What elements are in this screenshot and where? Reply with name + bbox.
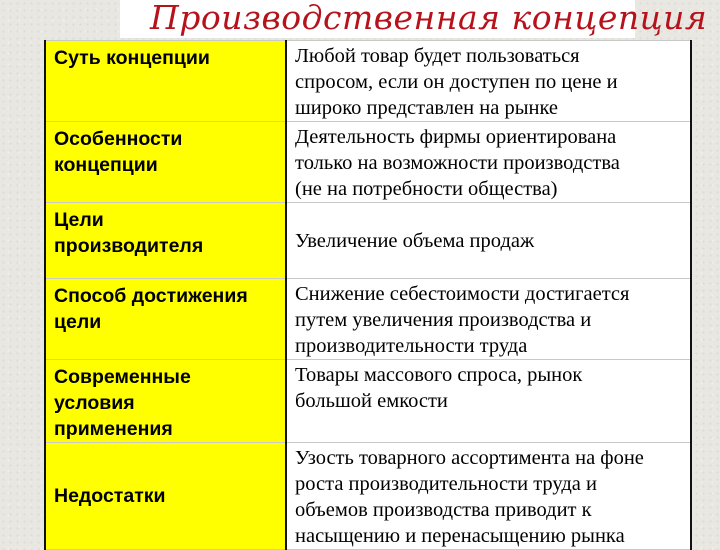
concept-table bbox=[44, 40, 692, 550]
row-value bbox=[286, 279, 691, 360]
table-row bbox=[45, 443, 691, 550]
row-label bbox=[45, 360, 286, 443]
row-value-text: Деятельность фирмы ориентирована только на возможности производства (не на потребности общества) bbox=[295, 126, 620, 200]
slide-title: Производственная концепция bbox=[150, 0, 708, 37]
row-label-text: Способ достижения цели bbox=[54, 285, 248, 333]
table-row bbox=[45, 360, 691, 443]
row-label bbox=[45, 443, 286, 550]
row-value-text: Увеличение объема продаж bbox=[295, 229, 535, 252]
row-label-text: Особенности концепции bbox=[54, 128, 183, 176]
row-value-text: Снижение себестоимости достигается путем увеличения производства и производительности труда bbox=[295, 283, 630, 357]
table-row bbox=[45, 41, 691, 122]
row-value-text: Узость товарного ассортимента на фоне роста производительности труда и объемов производства приводит к насыщению и перенасыщению рынка bbox=[295, 447, 644, 547]
row-label-text: Цели производителя bbox=[54, 209, 204, 257]
row-label-text: Недостатки bbox=[54, 485, 166, 507]
row-label bbox=[45, 41, 286, 122]
row-value-text: Товары массового спроса, рынок большой емкости bbox=[295, 364, 583, 412]
row-value bbox=[286, 443, 691, 550]
row-value bbox=[286, 203, 691, 279]
row-value bbox=[286, 122, 691, 203]
row-label-text: Суть концепции bbox=[54, 47, 210, 69]
table-row bbox=[45, 203, 691, 279]
row-label-text: Современные условия применения bbox=[54, 366, 191, 440]
row-value bbox=[286, 360, 691, 443]
row-label bbox=[45, 203, 286, 279]
row-label bbox=[45, 279, 286, 360]
table-row bbox=[45, 279, 691, 360]
row-value bbox=[286, 41, 691, 122]
row-label bbox=[45, 122, 286, 203]
row-value-text: Любой товар будет пользоваться спросом, если он доступен по цене и широко представлен на рынке bbox=[295, 45, 618, 119]
table-row bbox=[45, 122, 691, 203]
